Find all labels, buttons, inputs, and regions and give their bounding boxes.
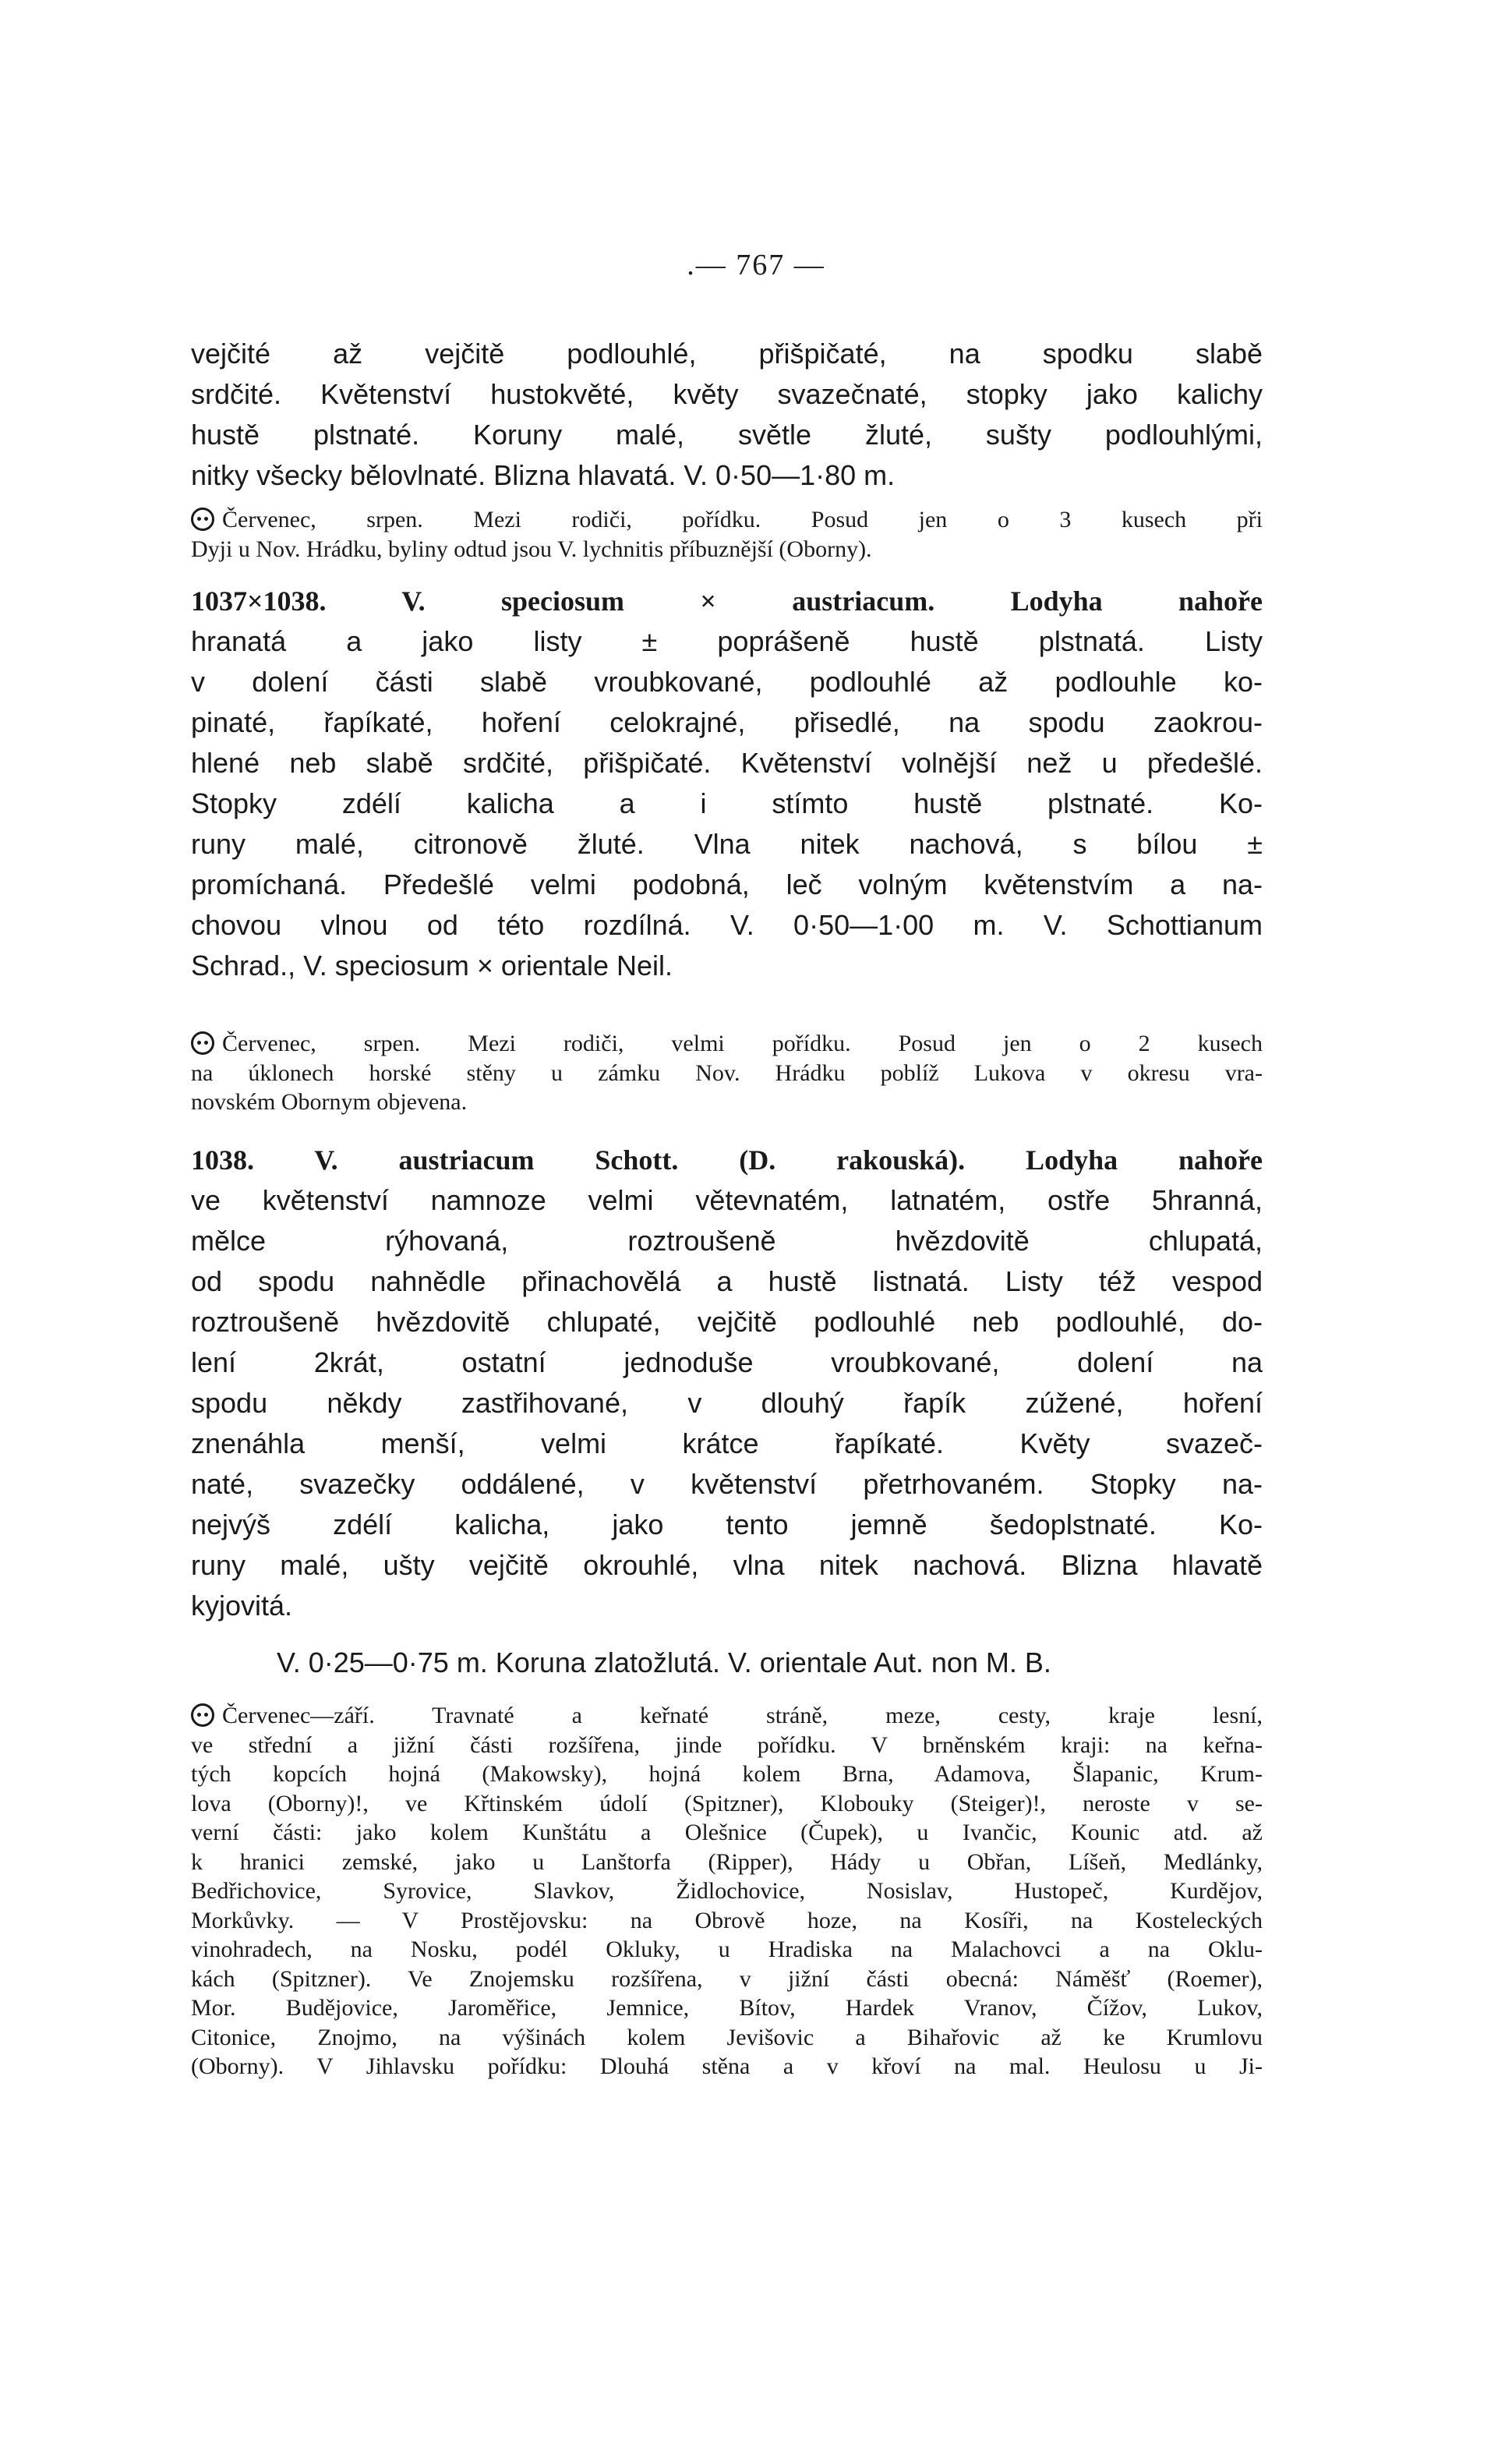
habitat-note-3 bbox=[191, 1701, 1263, 2081]
text-line: vejčité až vejčitě podlouhlé, přišpičaté, na spodku slabě bbox=[191, 338, 1263, 370]
text-line: novském Obornym objevena. bbox=[191, 1089, 468, 1115]
text-line: Bedřichovice, Syrovice, Slavkov, Židlochovice, Nosislav, Hustopeč, Kurdějov, bbox=[191, 1878, 1263, 1904]
biennial-symbol-icon bbox=[191, 1703, 214, 1727]
text-line-content: Červenec, srpen. Mezi rodiči, velmi pořídku. Posud jen o 2 kusech bbox=[222, 1031, 1263, 1056]
text-line: lení 2krát, ostatní jednoduše vroubkované, dolení na bbox=[191, 1346, 1263, 1378]
species-entry-1037x1038 bbox=[191, 581, 1263, 986]
text-line: naté, svazečky oddálené, v květenství přetrhovaném. Stopky na- bbox=[191, 1468, 1263, 1500]
habitat-note-2 bbox=[191, 1029, 1263, 1117]
text-line: verní části: jako kolem Kunštátu a Olešnice (Čupek), u Ivančic, Kounic atd. až bbox=[191, 1820, 1263, 1845]
text-line: spodu někdy zastřihované, v dlouhý řapík zúžené, hoření bbox=[191, 1387, 1263, 1419]
text-line: Dyji u Nov. Hrádku, byliny odtud jsou V. lychnitis příbuznější (Oborny). bbox=[191, 536, 872, 562]
habitat-note-1 bbox=[191, 505, 1263, 564]
text-line: srdčité. Květenství hustokvěté, květy svazečnaté, stopky jako kalichy bbox=[191, 378, 1263, 410]
text-line: Stopky zdélí kalicha a i stímto hustě plstnaté. Ko- bbox=[191, 787, 1263, 819]
text-line: chovou vlnou od této rozdílná. V. 0·50—1·00 m. V. Schottianum bbox=[191, 909, 1263, 941]
text-line: Morkůvky. — V Prostějovsku: na Obrově hoze, na Kosíři, na Kosteleckých bbox=[191, 1907, 1263, 1933]
text-block-1 bbox=[191, 334, 1263, 496]
text-line: promíchaná. Předešlé velmi podobná, leč volným květenstvím a na- bbox=[191, 868, 1263, 900]
entry-heading: 1037×1038. V. speciosum × austriacum. Lodyha nahoře bbox=[191, 585, 1263, 617]
text-line: runy malé, citronově žluté. Vlna nitek nachová, s bílou ± bbox=[191, 828, 1263, 860]
text-line: ve květenství namnoze velmi větevnatém, latnatém, ostře 5hranná, bbox=[191, 1184, 1263, 1216]
text-line: kyjovitá. bbox=[191, 1590, 293, 1622]
text-line: pinaté, řapíkaté, hoření celokrajné, přisedlé, na spodu zaokrou- bbox=[191, 706, 1263, 738]
text-line: Citonice, Znojmo, na výšinách kolem Jevišovic a Bihařovic až ke Krumlovu bbox=[191, 2024, 1263, 2050]
text-line: hlené neb slabě srdčité, přišpičaté. Květenství volnější než u předešlé. bbox=[191, 747, 1263, 779]
text-line: mělce rýhovaná, roztroušeně hvězdovitě chlupatá, bbox=[191, 1225, 1263, 1257]
size-note bbox=[191, 1643, 1263, 1683]
text-line: v dolení části slabě vroubkované, podlouhlé až podlouhle ko- bbox=[191, 666, 1263, 698]
biennial-symbol-icon bbox=[191, 508, 214, 531]
text-line bbox=[191, 1701, 1263, 1731]
text-line: tých kopcích hojná (Makowsky), hojná kolem Brna, Adamova, Šlapanic, Krum- bbox=[191, 1761, 1263, 1787]
text-line bbox=[191, 505, 1263, 535]
text-line: (Oborny). V Jihlavsku pořídku: Dlouhá stěna a v křoví na mal. Heulosu u Ji- bbox=[191, 2053, 1263, 2079]
text-line: Mor. Budějovice, Jaroměřice, Jemnice, Bítov, Hardek Vranov, Čížov, Lukov, bbox=[191, 1995, 1263, 2021]
page-number: .— 767 — bbox=[687, 249, 825, 281]
text-line: znenáhla menší, velmi krátce řapíkaté. Květy svazeč- bbox=[191, 1427, 1263, 1459]
text-line bbox=[191, 1029, 1263, 1059]
text-line: nejvýš zdélí kalicha, jako tento jemně šedoplstnaté. Ko- bbox=[191, 1508, 1263, 1540]
text-line: od spodu nahnědle přinachovělá a hustě listnatá. Listy též vespod bbox=[191, 1265, 1263, 1297]
text-line: roztroušeně hvězdovitě chlupaté, vejčitě podlouhlé neb podlouhlé, do- bbox=[191, 1306, 1263, 1338]
text-line: hranatá a jako listy ± poprášeně hustě plstnatá. Listy bbox=[191, 625, 1263, 657]
entry-heading: 1038. V. austriacum Schott. (D. rakouská). Lodyha nahoře bbox=[191, 1144, 1263, 1176]
text-line: lova (Oborny)!, ve Křtinském údolí (Spitzner), Klobouky (Steiger)!, neroste v se- bbox=[191, 1790, 1263, 1816]
text-line: nitky všecky bělovlnaté. Blizna hlavatá. V. 0·50—1·80 m. bbox=[191, 459, 896, 491]
species-entry-1038 bbox=[191, 1140, 1263, 1626]
biennial-symbol-icon bbox=[191, 1031, 214, 1055]
text-line: kách (Spitzner). Ve Znojemsku rozšířena, v jižní části obecná: Náměšť (Roemer), bbox=[191, 1965, 1263, 1992]
text-line: hustě plstnaté. Koruny malé, světle žluté, sušty podlouhlými, bbox=[191, 419, 1263, 451]
text-line: k hranici zemské, jako u Lanštorfa (Ripper), Hády u Obřan, Líšeň, Medlánky, bbox=[191, 1848, 1263, 1875]
text-line: vinohradech, na Nosku, podél Okluky, u Hradiska na Malachovci a na Oklu- bbox=[191, 1936, 1263, 1962]
text-line-content: Červenec, srpen. Mezi rodiči, pořídku. Posud jen o 3 kusech při bbox=[222, 507, 1263, 532]
text-line: V. 0·25—0·75 m. Koruna zlatožlutá. V. orientale Aut. non M. B. bbox=[277, 1646, 1051, 1678]
text-line: runy malé, ušty vejčitě okrouhlé, vlna nitek nachová. Blizna hlavatě bbox=[191, 1549, 1263, 1581]
text-line-content: Červenec—září. Travnaté a keřnaté stráně, meze, cesty, kraje lesní, bbox=[222, 1703, 1263, 1728]
text-line: ve střední a jižní části rozšířena, jinde pořídku. V brněnském kraji: na keřna- bbox=[191, 1731, 1263, 1758]
text-line: na úklonech horské stěny u zámku Nov. Hrádku poblíž Lukova v okresu vra- bbox=[191, 1059, 1263, 1086]
text-line: Schrad., V. speciosum × orientale Neil. bbox=[191, 950, 673, 981]
